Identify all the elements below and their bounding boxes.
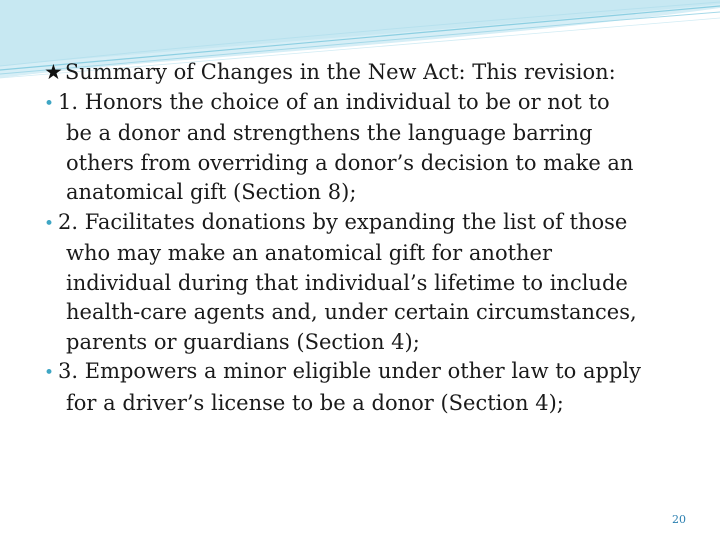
bullet-line [44, 88, 694, 120]
star-icon: ★ [44, 60, 63, 84]
bullet-icon: • [44, 363, 55, 383]
continuation-line: be a donor and strengthens the language barring [66, 121, 593, 145]
continuation-line: who may make an anatomical gift for another [66, 241, 553, 265]
continuation-line: for a driver’s license to be a donor (Section 4); [66, 390, 564, 415]
heading-line [44, 58, 694, 88]
bullet-line [44, 357, 694, 389]
bullet-line [44, 208, 694, 240]
continuation-line: parents or guardians (Section 4); [66, 329, 420, 354]
page-number: 20 [672, 513, 686, 526]
wave-fill-2 [0, 0, 720, 66]
bullet-text: 1. Honors the choice of an individual to be or not to [58, 89, 610, 114]
slide-body [44, 58, 694, 418]
bullet-icon: • [44, 93, 55, 114]
continuation-line: others from overriding a donor’s decision to make an [66, 150, 634, 175]
continuation-line: individual during that individual’s lifetime to include [66, 270, 628, 295]
continuation-line: anatomical gift (Section 8); [66, 180, 357, 204]
bullet-text: 2. Facilitates donations by expanding the list of those [58, 209, 628, 234]
bullet-text: 3. Empowers a minor eligible under other law to apply [58, 359, 641, 383]
continuation-line: health-care agents and, under certain circumstances, [66, 300, 637, 324]
heading-text: Summary of Changes in the New Act: This revision: [64, 60, 616, 84]
bullet-icon: • [44, 213, 55, 234]
